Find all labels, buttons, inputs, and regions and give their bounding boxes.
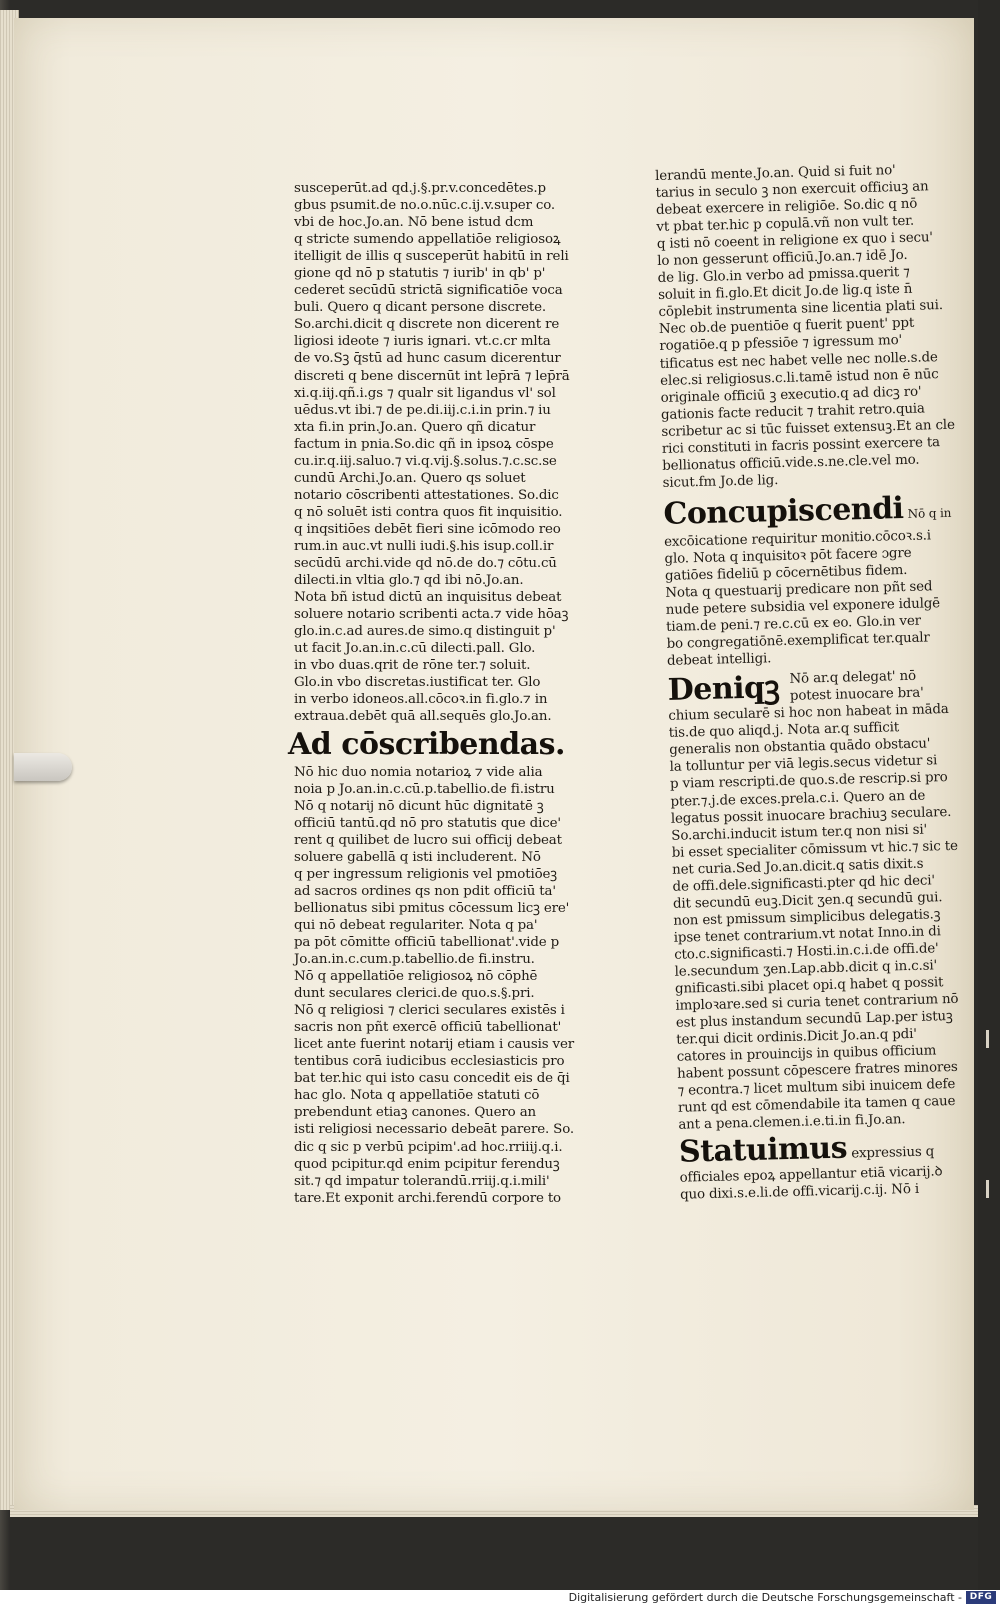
text-line: discreti q bene discernūt int lep̄rā ⁊ lep̄rā xyxy=(294,368,570,384)
scan-tick-mark xyxy=(986,1180,989,1198)
text-line: de vo.Sꝫ q̄stū ad hunc casum dicerentur xyxy=(294,351,561,367)
text-line: pter.⁊.j.de exces.prela.c.i. Quero an de xyxy=(670,788,926,810)
text-line: sicut.fm Jo.de lig. xyxy=(662,472,779,491)
section-heading-ad-conscribendas: Ad cōscribendas. xyxy=(288,726,565,762)
text-line: lerandū mente.Jo.an. Quid si fuit no' xyxy=(655,163,896,184)
text-line: soluere gabellā q isti includerent. Nō xyxy=(294,849,541,865)
text-line: factum in pnia.So.dic qñ in ipsoꝝ cōspe xyxy=(294,436,554,452)
text-line: la tolluntur per viā legis.secus videtur si xyxy=(669,753,938,776)
text-line: q isti nō coeent in religione ex quo i secu' xyxy=(656,230,934,253)
heading-suffix: potest inuocare bra' xyxy=(789,685,924,705)
text-line: officiū tantū.qd nō pro statutis que dice' xyxy=(294,815,561,831)
heading-suffix: Nō ar.q delegat' nō xyxy=(789,669,917,688)
text-line: xi.q.iij.qñ.i.gs ⁊ qualr sit ligandus vl' sol xyxy=(294,385,556,401)
scan-tick-mark xyxy=(986,1030,989,1048)
text-line: quo dixi.s.e.li.de offi.vicarij.c.ij. Nō i xyxy=(679,1182,920,1204)
text-line: cto.c.significasti.⁊ Hosti.in.c.i.de offi.de' xyxy=(674,941,939,963)
text-line: rogatiōe.q p pfessiōe ⁊ igressum mo' xyxy=(659,333,903,355)
section-heading-concupiscendi: Concupiscendi xyxy=(663,490,904,532)
text-line: Nota bñ istud dictū an inquisitus debeat xyxy=(294,590,562,606)
text-line: buli. Quero q dicant persone discrete. xyxy=(294,300,546,316)
text-line: in vbo duas.qrit de rōne ter.⁊ soluit. xyxy=(294,658,531,674)
scan-right-strip xyxy=(978,0,1000,1590)
text-line: ter.qui dicit ordinis.Dicit Jo.an.q pdi' xyxy=(676,1027,917,1048)
text-line: rici constituti in facris possint exercere ta xyxy=(661,434,941,457)
text-line: tis.de quo aliqd.j. Nota ar.q sufficit xyxy=(668,720,900,742)
text-line: catores in prouincijs in quibus officium xyxy=(676,1043,937,1065)
text-line: est plus instandum secundū Lap.per istuꝫ xyxy=(675,1009,953,1031)
text-line: q nō soluēt isti contra quos fit inquisitio. xyxy=(294,504,563,520)
text-line: Nō q notarij nō dicunt hūc dignitatē ꝫ xyxy=(294,798,544,814)
text-line: vbi de hoc.Jo.an. Nō bene istud dcm xyxy=(294,215,534,231)
text-line: elec.si religiosus.c.li.tamē istud non ē nūc xyxy=(660,366,939,389)
text-line: sacris non pñt exercē officiū tabellionat' xyxy=(294,1020,562,1036)
text-line: nude petere subsidia vel exponere idulgē xyxy=(665,596,941,618)
heading-suffix: Nō q in xyxy=(907,505,952,521)
text-line: quod pcipitur.qd enim pcipitur ferenduꝫ xyxy=(294,1156,560,1172)
heading-suffix: expressius q xyxy=(851,1144,935,1162)
text-line: cōplebit instrumenta sine licentia plati sui. xyxy=(658,298,944,321)
text-line: So.archi.inducit istum ter.q non nisi si' xyxy=(671,822,928,844)
dfg-logo: DFG xyxy=(966,1591,996,1604)
text-line: dic q sic p verbū pcipim'.ad hoc.rriiij.q.i. xyxy=(294,1139,563,1155)
text-line: le.secundum ʒen.Lap.abb.dicit q in.c.si' xyxy=(674,958,938,980)
text-line: non est pmissum simplicibus delegatis.ꝫ xyxy=(673,907,941,929)
text-line: isti religiosi necessario debeāt parere. So. xyxy=(294,1122,574,1138)
text-line: secūdū archi.vide qd nō.de do.⁊ cōtu.cū xyxy=(294,556,557,572)
text-line: habent possunt cōpescere fratres minores xyxy=(676,1060,958,1082)
text-line: q inqsitiōes debēt fieri sine icōmodo reo xyxy=(294,521,561,537)
text-line: sit.⁊ qd impatur tolerandū.rriij.q.i.mili' xyxy=(294,1173,550,1189)
text-line: Nō hic duo nomia notarioꝝ ⁊ vide alia xyxy=(294,764,543,780)
text-line: debeat intelligi. xyxy=(666,651,772,670)
text-line: generalis non obstantia quādo obstacu' xyxy=(669,736,931,759)
right-column-lines-top xyxy=(655,162,955,492)
text-line: soluit in fi.glo.Et dicit Jo.de lig.q iste n̄ xyxy=(657,282,913,304)
text-line: bat ter.hic qui isto casu concedit eis de q̄i xyxy=(294,1071,570,1087)
text-line: gatiōes fideliū p cōcernētibus fidem. xyxy=(664,562,908,584)
text-line: uēdus.vt ibi.⁊ de pe.di.iij.c.i.in prin.⁊ iu xyxy=(294,402,551,418)
text-line: de lig. Glo.in verbo ad pmissa.querit ⁊ xyxy=(657,265,910,287)
text-line: dit secundū euꝫ.Dicit ʒen.q secundū gui. xyxy=(672,889,943,912)
text-line: soluere notario scribenti acta.⁊ vide hōaꝫ xyxy=(294,607,569,623)
text-line: glo. Nota q inquisitoꝛ pōt facere ɔgre xyxy=(664,545,912,567)
text-line: xta fi.in prin.Jo.an. Quero qñ dicatur xyxy=(294,419,536,435)
text-line: gione qd nō p statutis ⁊ iurib' in qb' p' xyxy=(294,266,546,282)
bookmark-ribbon xyxy=(14,753,72,781)
text-line: ⁊ econtra.⁊ licet multum sibi inuicem defe xyxy=(677,1077,956,1100)
text-line: Glo.in vbo discretas.iustificat ter. Glo xyxy=(294,675,541,691)
text-line: imploꝛare.sed si curia tenet contrarium nō xyxy=(675,991,959,1014)
left-column-lines-bottom xyxy=(294,764,574,1207)
text-line: Nota q questuarij predicare non pñt sed xyxy=(665,579,933,601)
text-line: bi esset specialiter cōmissum vt hic.⁊ sic te xyxy=(671,838,958,861)
text-line: ad sacros ordines qs non pdit officiū ta' xyxy=(294,883,556,899)
text-line: excōicatione requiritur monitio.cōcoꝛ.s.i xyxy=(663,528,932,550)
text-line: rum.in auc.vt nulli iudi.§.his isup.coll.ir xyxy=(294,538,554,554)
text-line: p viam rescripti.de quo.s.de rescrip.si pro xyxy=(669,770,948,793)
text-line: de offi.dele.significasti.pter qd hic deci' xyxy=(672,873,936,895)
text-line: gbus psumit.de no.o.nūc.c.ij.v.super co. xyxy=(294,198,556,214)
text-line: debeat exercere in religiōe. So.dic q nō xyxy=(655,196,918,219)
digitization-footer xyxy=(0,1590,1000,1605)
section-heading-statuimus: Statuimus xyxy=(678,1131,848,1171)
text-line: gnificasti.sibi placet opi.q habet q possit xyxy=(674,975,944,997)
text-line: rent q quilibet de lucro sui officij debeat xyxy=(294,832,562,848)
text-line: in verbo idoneos.all.cōcoꝛ.in fi.glo.⁊ in xyxy=(294,692,548,708)
text-line: glo.in.c.ad aures.de simo.q distinguit p' xyxy=(294,624,556,640)
text-line: scribetur ac si tūc fuisset extensuꝫ.Et an cle xyxy=(661,417,955,440)
text-line: noia p Jo.an.in.c.cū.p.tabellio.de fi.istru xyxy=(294,781,555,797)
text-line: chium secularē si hoc non habeat in māda xyxy=(668,702,949,725)
text-line: tare.Et exponit archi.ferendū corpore to xyxy=(294,1190,561,1206)
text-line: cu.ir.q.iij.saluo.⁊ vi.q.vij.§.solus.⁊.c.sc.se xyxy=(294,453,557,469)
right-text-column xyxy=(655,162,959,1205)
text-line: prebendunt etiaꝫ canones. Quero an xyxy=(294,1105,537,1121)
text-line: qui nō debeat regulariter. Nota q pa' xyxy=(294,917,538,933)
text-line: itelligit de illis q susceperūt habitū in reli xyxy=(294,249,569,265)
text-line: ant a pena.clemen.i.e.ti.in fi.Jo.an. xyxy=(678,1112,906,1134)
text-line: ipse tenet contrarium.vt notat Inno.in di xyxy=(673,924,941,946)
text-line: runt qd est cōmendabile ita tamen q caue xyxy=(677,1094,956,1117)
section-heading-denique: Deniqꝫ xyxy=(667,670,780,709)
text-line: Jo.an.in.c.cum.p.tabellio.de fi.instru. xyxy=(294,952,535,968)
text-line: tiam.de peni.⁊ re.c.cū ex eo. Glo.in ver xyxy=(666,613,922,635)
text-line: susceperūt.ad qd.j.§.pr.v.concedētes.p xyxy=(294,181,546,196)
text-line: notario cōscribenti attestationes. So.dic xyxy=(294,487,559,503)
text-line: cundū Archi.Jo.an. Quero qs soluet xyxy=(294,470,526,486)
text-line: hac glo. Nota q appellatiōe statuti cō xyxy=(294,1088,540,1104)
text-line: net curia.Sed Jo.an.dicit.q satis dixit.s xyxy=(671,856,924,878)
right-column-lines-middle xyxy=(663,527,941,670)
left-column-lines-top xyxy=(294,180,570,726)
text-line: dilecti.in vltia glo.⁊ qd ibi nō.Jo.an. xyxy=(294,573,524,589)
text-line: q per ingressum religionis vel pmotiōeꝫ xyxy=(294,866,557,882)
text-line: So.archi.dicit q discrete non dicerent re xyxy=(294,317,560,333)
text-line: dunt seculares clerici.de quo.s.§.pri. xyxy=(294,986,535,1002)
left-text-column xyxy=(288,180,574,1207)
text-line: officiales epoꝝ appellantur etiā vicarij.ꝺ xyxy=(679,1164,943,1187)
text-line: tarius in seculo ꝫ non exercuit officiuꝫ an xyxy=(655,179,929,202)
text-line: ligiosi ideote ⁊ iuris ignari. vt.c.cr mlta xyxy=(294,334,551,350)
right-column-lines-end xyxy=(679,1164,942,1204)
text-line: pa pōt cōmitte officiū tabellionat'.vide p xyxy=(294,934,560,950)
text-line: ut facit Jo.an.in.c.cū dilecti.pall. Glo. xyxy=(294,641,536,657)
text-line: tentibus corā iudicibus ecclesiasticis pro xyxy=(294,1054,565,1070)
right-column-lines-lower xyxy=(668,702,959,1134)
text-line: bellionatus sibi pmitus cōcessum licꝫ ere' xyxy=(294,900,570,916)
text-line: lo non gesserunt officiū.Jo.an.⁊ idē Jo. xyxy=(657,248,908,270)
text-line: bellionatus officiū.vide.s.ne.cle.vel mo. xyxy=(662,452,920,474)
text-line: vt pbat ter.hic p copulā.vñ non vult ter. xyxy=(656,213,915,236)
heading-row-denique xyxy=(667,668,930,708)
heading-row-concupiscendi xyxy=(663,490,952,532)
text-line: bo congregatiōnē.exemplificat ter.qualr xyxy=(666,630,930,653)
text-line: extraua.debēt quā all.sequēs glo.Jo.an. xyxy=(294,709,552,725)
footer-credit-text: Digitalisierung gefördert durch die Deutsche Forschungsgemeinschaft - xyxy=(568,1591,962,1604)
text-line: legatus possit inuocare brachiuꝫ seculare. xyxy=(670,804,952,827)
text-line: Nec ob.de puentiōe q fuerit puent' ppt xyxy=(658,316,915,338)
text-line: gationis facte reducit ⁊ trahit retro.quia xyxy=(660,401,925,423)
text-line: Nō q appellatiōe religiosoꝝ nō cōphē xyxy=(294,969,538,985)
text-line: Nō q religiosi ⁊ clerici seculares existēs i xyxy=(294,1003,565,1019)
text-line: q stricte sumendo appellatiōe religiosoꝝ xyxy=(294,232,561,248)
text-line: originale officiū ꝫ executio.q ad dicꝫ ro' xyxy=(660,384,922,406)
text-line: cederet secūdū strictā significatiōe voca xyxy=(294,283,563,299)
text-line: tificatus est nec habet velle nec nolle.s.de xyxy=(659,349,938,372)
text-line: licet ante fuerint notarij etiam i causis ver xyxy=(294,1037,574,1053)
